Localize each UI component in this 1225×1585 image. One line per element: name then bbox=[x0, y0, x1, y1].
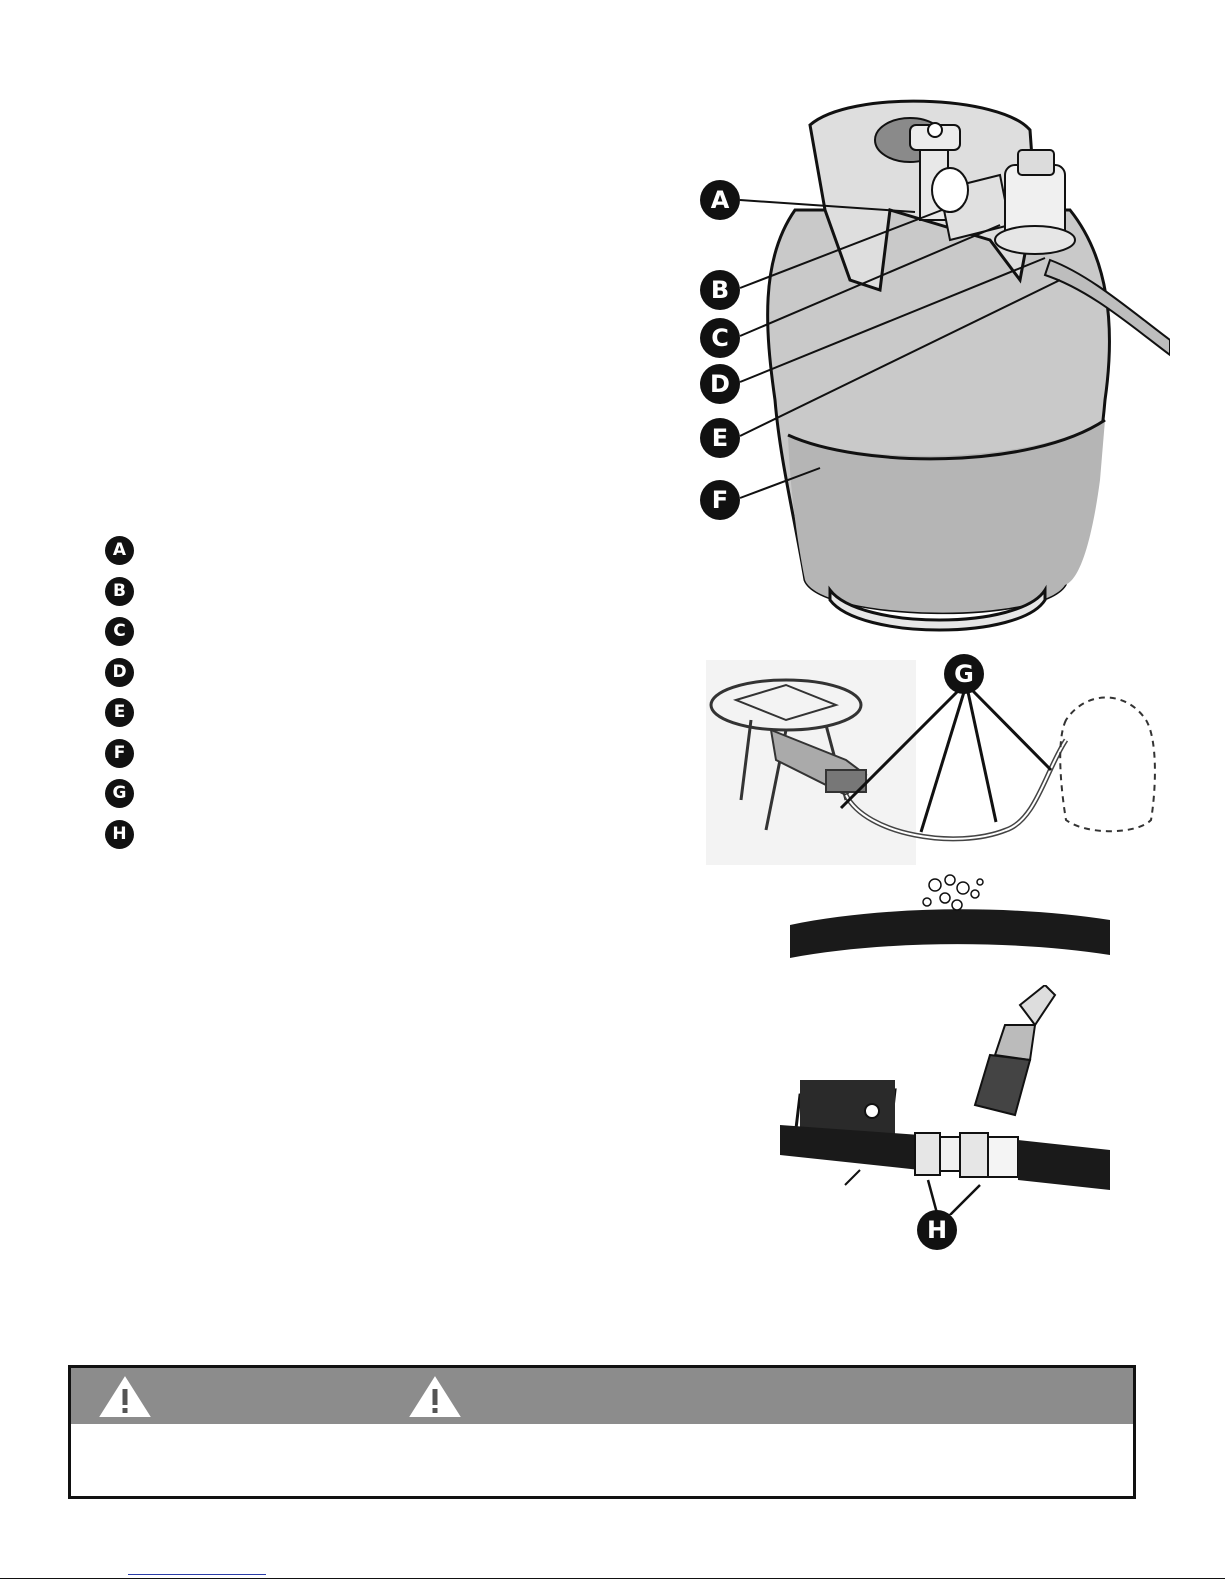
legend-badge: F bbox=[105, 739, 134, 768]
legend-item-a bbox=[105, 536, 145, 577]
legend-badge: D bbox=[105, 658, 134, 687]
brush-handle bbox=[1020, 985, 1055, 1025]
tank-callout-lines bbox=[700, 170, 1100, 510]
legend-badge: C bbox=[105, 617, 134, 646]
burner-illustration bbox=[706, 660, 1166, 865]
legend-item-f bbox=[105, 739, 145, 780]
callout-a: A bbox=[700, 180, 740, 220]
legend-badge: H bbox=[105, 820, 134, 849]
legend-item-h bbox=[105, 820, 145, 861]
warning-header bbox=[71, 1368, 1133, 1424]
hose-section bbox=[790, 909, 1110, 958]
brush-ferrule bbox=[995, 1025, 1035, 1060]
legend-badge: B bbox=[105, 577, 134, 606]
legend-badge: E bbox=[105, 698, 134, 727]
callout-b: B bbox=[700, 270, 740, 310]
burner-hose-drawing bbox=[706, 660, 1166, 865]
callout-e: E bbox=[700, 418, 740, 458]
leak-bubbles-drawing bbox=[785, 870, 1115, 960]
footer-link-underline[interactable] bbox=[128, 1574, 266, 1575]
bubble-hose-illustration bbox=[785, 870, 1115, 960]
callout-h: H bbox=[917, 1210, 957, 1250]
legend-badge: G bbox=[105, 779, 134, 808]
callout-c: C bbox=[700, 318, 740, 358]
legend-item-c bbox=[105, 617, 145, 658]
legend-item-e bbox=[105, 698, 145, 739]
brush-fitting-drawing bbox=[780, 985, 1120, 1215]
legend bbox=[105, 536, 145, 860]
legend-item-g bbox=[105, 779, 145, 820]
footer-rule bbox=[0, 1578, 1225, 1579]
warning-triangle-icon bbox=[409, 1376, 461, 1418]
brush-bristles bbox=[975, 1055, 1030, 1115]
callout-f: F bbox=[700, 480, 740, 520]
callout-g: G bbox=[944, 654, 984, 694]
dashed-tank bbox=[1060, 698, 1155, 832]
warning-triangle-icon bbox=[99, 1376, 151, 1418]
callout-d: D bbox=[700, 364, 740, 404]
warning-box bbox=[68, 1365, 1136, 1499]
legend-item-b bbox=[105, 577, 145, 618]
gas-pipe bbox=[780, 1125, 920, 1170]
legend-item-d bbox=[105, 658, 145, 699]
fitting-illustration bbox=[780, 985, 1120, 1215]
legend-badge: A bbox=[105, 536, 134, 565]
